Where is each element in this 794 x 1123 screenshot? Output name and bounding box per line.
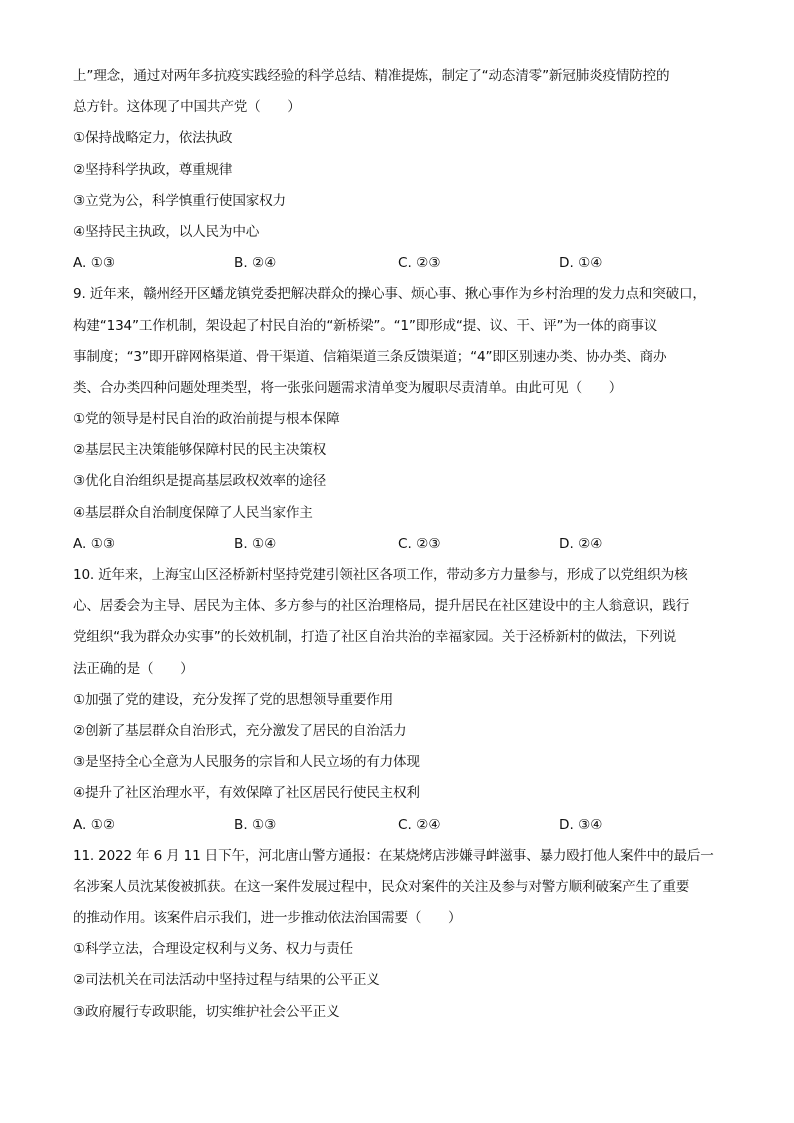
- question-stem-line: 法正确的是（ ）: [73, 660, 194, 677]
- statement-item: ②创新了基层群众自治形式，充分激发了居民的自治活力: [73, 722, 407, 739]
- statement-item: ③立党为公，科学慎重行使国家权力: [73, 192, 286, 209]
- choice-c: C. ②③: [398, 535, 441, 552]
- statement-item: ①加强了党的建设，充分发挥了党的思想领导重要作用: [73, 691, 394, 708]
- question-stem-line: 事制度；“3”即开辟网格渠道、骨干渠道、信箱渠道三条反馈渠道；“4”即区别速办类、协办类、商办: [73, 348, 667, 365]
- choice-d: D. ①④: [559, 255, 603, 272]
- answer-choices: [73, 810, 733, 841]
- statement-item: ③是坚持全心全意为人民服务的宗旨和人民立场的有力体现: [73, 754, 420, 771]
- question-stem-line: 心、居委会为主导、居民为主体、多方参与的社区治理格局，提升居民在社区建设中的主人翁意识，践行: [73, 598, 690, 615]
- exam-document: [73, 61, 733, 1028]
- statement-item: ④基层群众自治制度保障了人民当家作主: [73, 504, 313, 521]
- question-stem-line: 党组织“我为群众办实事”的长效机制，打造了社区自治共治的幸福家园。关于泾桥新村的做法，下列说: [73, 629, 677, 646]
- question-stem-line: 上”理念，通过对两年多抗疫实践经验的科学总结、精准提炼，制定了“动态清零”新冠肺炎疫情防控的: [73, 68, 670, 84]
- question-11: [73, 841, 733, 1028]
- choice-c: C. ②④: [398, 816, 441, 833]
- statement-item: ①党的领导是村民自治的政治前提与根本保障: [73, 411, 340, 428]
- statement-item: ②坚持科学执政，尊重规律: [73, 161, 233, 178]
- question-stem-line: 10. 近年来，上海宝山区泾桥新村坚持党建引领社区各项工作，带动多方力量参与，形成了以党组织为核: [73, 567, 688, 583]
- statement-item: ③优化自治组织是提高基层政权效率的途径: [73, 473, 327, 490]
- choice-b: B. ①④: [234, 535, 277, 552]
- statement-item: ②基层民主决策能够保障村民的民主决策权: [73, 442, 327, 459]
- question-stem-line: 类、合办类四种问题处理类型，将一张张问题需求清单变为履职尽责清单。由此可见（ ）: [73, 379, 623, 396]
- choice-b: B. ①③: [234, 816, 277, 833]
- question-8: [73, 61, 733, 279]
- question-stem-line: 总方针。这体现了中国共产党（ ）: [73, 99, 301, 116]
- choice-a: A. ①③: [73, 535, 116, 552]
- statement-item: ③政府履行专政职能，切实维护社会公平正义: [73, 1003, 340, 1020]
- statement-item: ②司法机关在司法活动中坚持过程与结果的公平正义: [73, 972, 380, 989]
- question-stem-line: 构建“134”工作机制，架设起了村民自治的“新桥梁”。“1”即形成“提、议、干、评”为一体的商事议: [73, 317, 658, 334]
- choice-d: D. ③④: [559, 816, 603, 833]
- choice-c: C. ②③: [398, 255, 441, 272]
- question-stem-line: 名涉案人员沈某俊被抓获。在这一案件发展过程中，民众对案件的关注及参与对警方顺利破案产生了重要: [73, 878, 690, 895]
- choice-d: D. ②④: [559, 535, 603, 552]
- statement-item: ①科学立法，合理设定权利与义务、权力与责任: [73, 941, 353, 958]
- answer-choices: [73, 248, 733, 279]
- question-stem-line: 11. 2022 年 6 月 11 日下午，河北唐山警方通报：在某烧烤店涉嫌寻衅滋事、暴力殴打他人案件中的最后一: [73, 847, 714, 864]
- question-9: [73, 279, 733, 560]
- statement-item: ①保持战略定力，依法执政: [73, 130, 233, 147]
- answer-choices: [73, 529, 733, 560]
- statement-item: ④坚持民主执政，以人民为中心: [73, 223, 260, 240]
- statement-item: ④提升了社区治理水平，有效保障了社区居民行使民主权利: [73, 785, 420, 802]
- question-10: [73, 560, 733, 841]
- choice-b: B. ②④: [234, 255, 277, 272]
- question-stem-line: 9. 近年来，赣州经开区蟠龙镇党委把解决群众的操心事、烦心事、揪心事作为乡村治理的发力点和突破口，: [73, 286, 706, 303]
- question-stem-line: 的推动作用。该案件启示我们，进一步推动依法治国需要（ ）: [73, 910, 462, 927]
- choice-a: A. ①②: [73, 816, 116, 833]
- choice-a: A. ①③: [73, 255, 116, 272]
